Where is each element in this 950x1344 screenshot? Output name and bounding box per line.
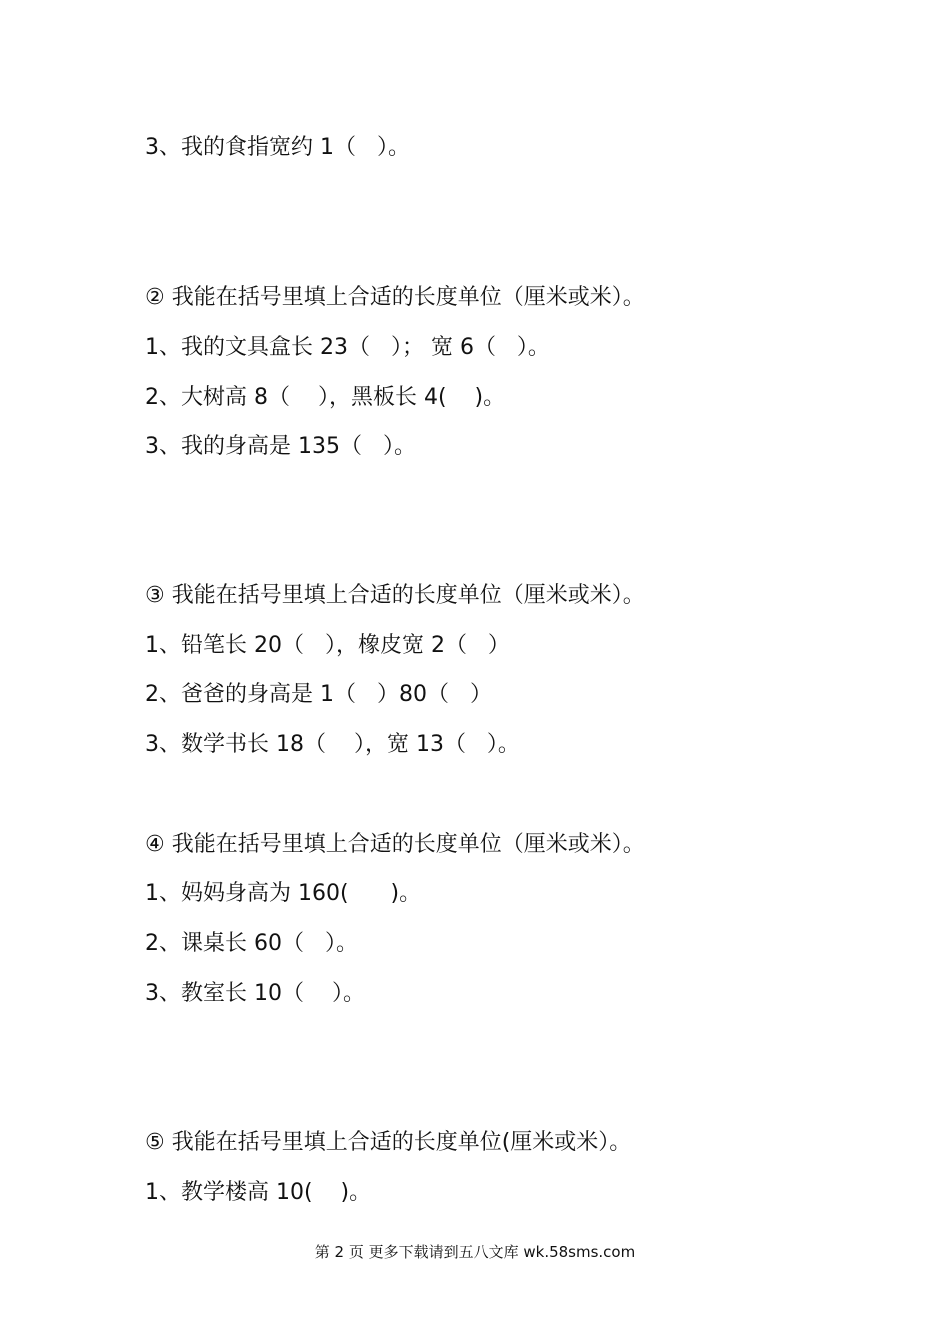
question-line: 2、课桌长 60（ ）。 (145, 931, 358, 956)
page-footer: 第 2 页 更多下载请到五八文库 wk.58sms.com (314, 1243, 636, 1261)
question-line: 3、我的食指宽约 1（ ）。 (145, 135, 410, 160)
question-line: 1、我的文具盒长 23（ ）； 宽 6（ ）。 (145, 335, 550, 360)
question-line: 1、铅笔长 20（ ），橡皮宽 2（ ） (145, 633, 510, 658)
section-heading: ④ 我能在括号里填上合适的长度单位（厘米或米）。 (145, 832, 645, 857)
question-line: 3、我的身高是 135（ ）。 (145, 434, 416, 459)
question-line: 2、大树高 8（ ），黑板长 4( )。 (145, 385, 506, 410)
section-heading: ③ 我能在括号里填上合适的长度单位（厘米或米）。 (145, 583, 645, 608)
question-line: 1、教学楼高 10( )。 (145, 1180, 372, 1205)
section-heading: ② 我能在括号里填上合适的长度单位（厘米或米）。 (145, 285, 645, 310)
question-line: 3、数学书长 18（ ），宽 13（ ）。 (145, 732, 520, 757)
question-line: 3、教室长 10（ ）。 (145, 981, 365, 1006)
question-line: 2、爸爸的身高是 1（ ）80（ ） (145, 682, 492, 707)
section-heading: ⑤ 我能在括号里填上合适的长度单位(厘米或米）。 (145, 1130, 632, 1155)
question-line: 1、妈妈身高为 160( )。 (145, 881, 422, 906)
